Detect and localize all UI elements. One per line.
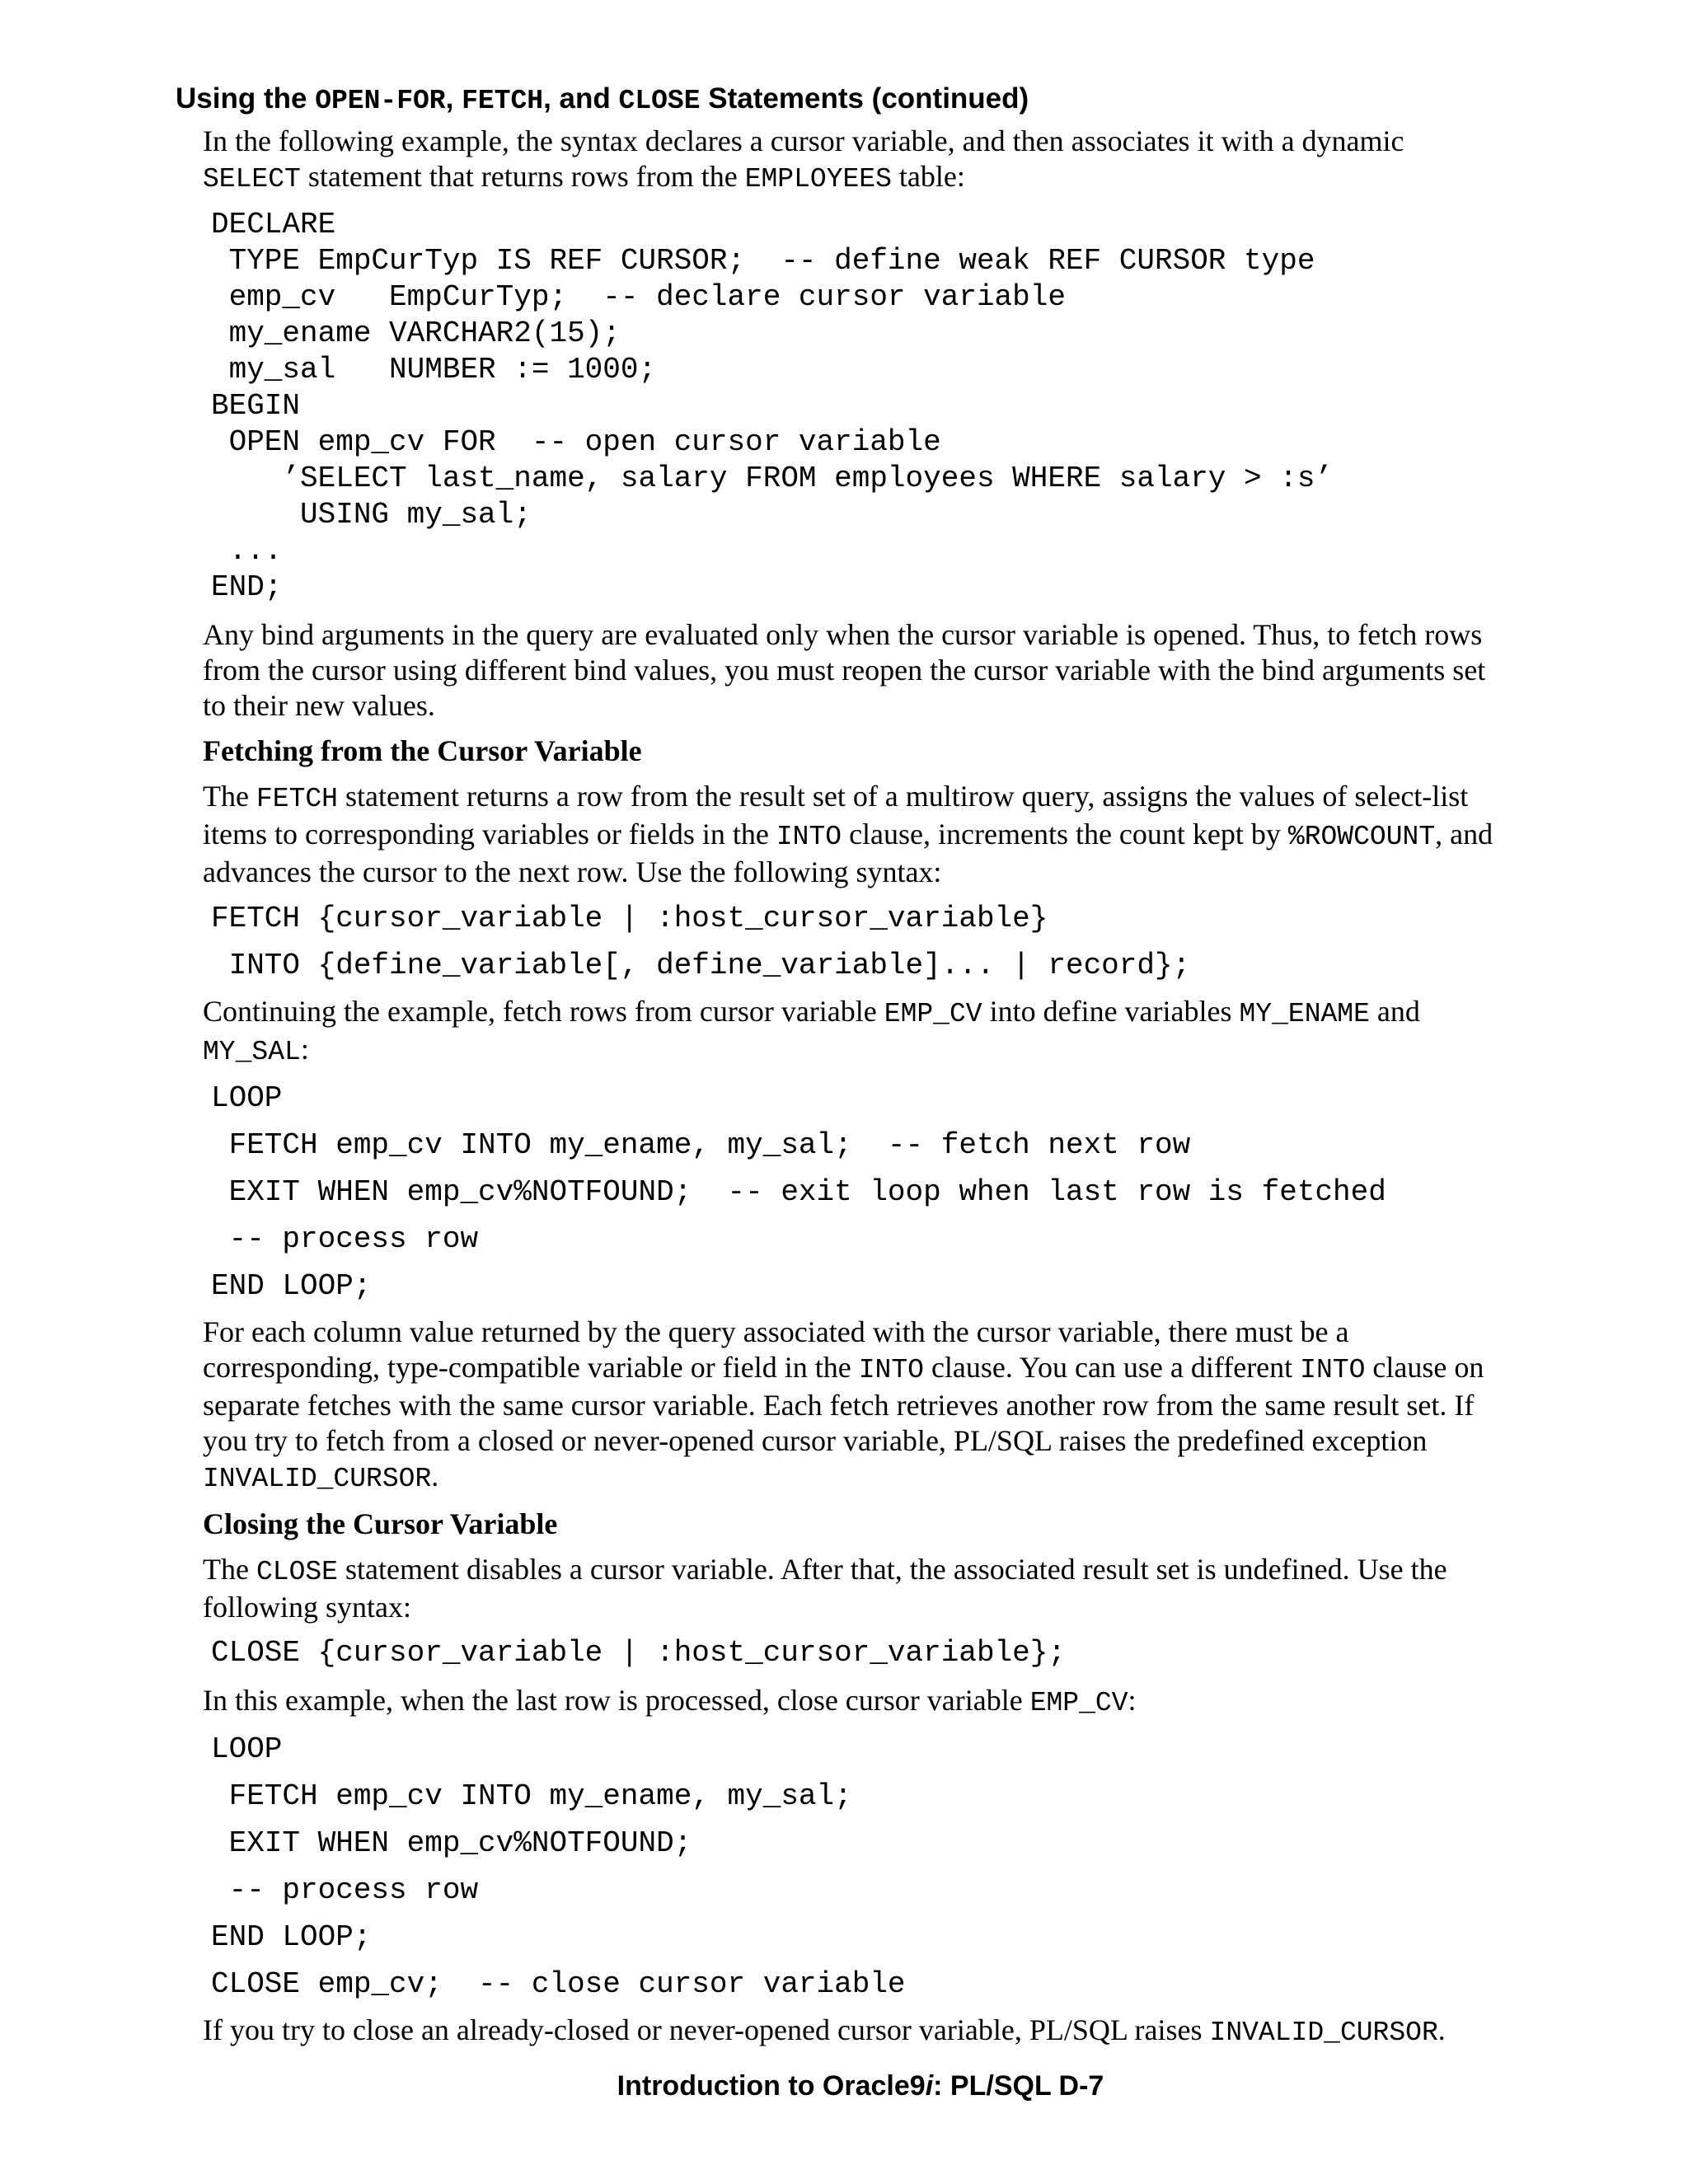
- bind-arguments-paragraph: Any bind arguments in the query are evaluated only when the cursor variable is opened. Thus, to fetch rows from the cursor using different bind values, you must reopen the cursor variable with the bind arguments set to their new values.: [203, 618, 1486, 722]
- fetching-text-2: statement returns a row from the result set of a multirow query, assigns the values of select-list items to corresponding variables or fields in the: [203, 780, 1469, 851]
- column-code-invalid-cursor: INVALID_CURSOR: [203, 1464, 432, 1494]
- fetching-text-3: clause, increments the count kept by: [842, 818, 1288, 851]
- final-text-2: .: [1437, 2013, 1446, 2046]
- intro-code-employees: EMPLOYEES: [744, 164, 892, 194]
- heading-separator-1: ,: [445, 82, 462, 115]
- column-text-1: For each column value returned by the query associated with the cursor variable, there must be a corresponding, type-compatible variable or field in the: [203, 1315, 1349, 1384]
- heading-keyword-fetch: FETCH: [462, 86, 544, 116]
- fetching-paragraph: [203, 779, 1505, 890]
- intro-paragraph: [203, 124, 1505, 197]
- fetching-code-rowcount: %ROWCOUNT: [1287, 822, 1436, 852]
- document-body: [203, 124, 1505, 2060]
- final-text-1: If you try to close an already-closed or never-opened cursor variable, PL/SQL raises: [203, 2013, 1210, 2046]
- close-example-text-2: :: [1128, 1684, 1137, 1717]
- page-footer: [0, 2069, 1688, 2103]
- heading-separator-2: , and: [543, 82, 619, 115]
- intro-text-3: table:: [891, 160, 965, 193]
- heading-prefix: Using the: [176, 82, 316, 115]
- footer-italic-i: i: [925, 2070, 934, 2102]
- continue-text-2: into define variables: [982, 995, 1240, 1028]
- column-code-into-2: INTO: [1300, 1355, 1366, 1385]
- continue-text-4: :: [300, 1033, 309, 1066]
- closing-text-1: The: [203, 1553, 256, 1586]
- intro-text-2: statement that returns rows from the: [300, 160, 745, 193]
- fetching-heading: Fetching from the Cursor Variable: [203, 734, 642, 767]
- fetching-code-fetch: FETCH: [256, 784, 338, 814]
- final-code-invalid-cursor: INVALID_CURSOR: [1209, 2018, 1438, 2048]
- intro-text-1: In the following example, the syntax declares a cursor variable, and then associates it with a dynamic: [203, 124, 1404, 157]
- code-block-fetch-syntax: FETCH {cursor_variable | :host_cursor_variable} INTO {define_variable[, define_variable]... | record};: [211, 902, 1191, 982]
- footer-text-2: : PL/SQL D-7: [933, 2070, 1104, 2102]
- close-example-code-emp-cv: EMP_CV: [1029, 1688, 1128, 1718]
- fetching-text-1: The: [203, 780, 256, 813]
- section-heading: [176, 81, 1029, 120]
- code-block-close-syntax: CLOSE {cursor_variable | :host_cursor_variable};: [211, 1636, 1066, 1670]
- code-block-declare: DECLARE TYPE EmpCurTyp IS REF CURSOR; -- define weak REF CURSOR type emp_cv EmpCurTyp; -- declare cursor variable my_ename VARCHAR2(15); my_sal NUMBER := 1000; BEGIN OPEN emp_cv FOR -- open cursor variable ’SELECT last_name, salary FROM employees WHERE salary > :s’ USING my_sal; ... END;: [211, 208, 1334, 604]
- continue-code-my-sal: MY_SAL: [203, 1037, 301, 1067]
- closing-text-2: statement disables a cursor variable. After that, the associated result set is undefined. Use the following syntax:: [203, 1553, 1447, 1624]
- fetching-text-4: , and advances the cursor to the next row. Use the following syntax:: [203, 818, 1493, 888]
- code-block-loop-fetch: LOOP FETCH emp_cv INTO my_ename, my_sal; -- fetch next row EXIT WHEN emp_cv%NOTFOUND; -- exit loop when last row is fetched -- process row END LOOP;: [211, 1081, 1386, 1303]
- code-block-loop-close: LOOP FETCH emp_cv INTO my_ename, my_sal; EXIT WHEN emp_cv%NOTFOUND; -- process row END LOOP; CLOSE emp_cv; -- close cursor variable: [211, 1732, 906, 2001]
- column-text-3: clause on separate fetches with the same cursor variable. Each fetch retrieves another row from the same result set. If you try to fetch from a closed or never-opened cursor variable, PL/SQL raises the predefined exception: [203, 1351, 1484, 1457]
- continuing-paragraph: [203, 994, 1505, 1070]
- final-paragraph: [203, 2013, 1505, 2050]
- heading-suffix: Statements (continued): [700, 82, 1029, 115]
- continue-text-3: and: [1369, 995, 1420, 1028]
- continue-code-emp-cv: EMP_CV: [884, 999, 982, 1029]
- fetching-code-into: INTO: [776, 822, 842, 852]
- closing-code-close: CLOSE: [256, 1557, 338, 1587]
- closing-paragraph: [203, 1552, 1505, 1625]
- column-code-into-1: INTO: [858, 1355, 924, 1385]
- heading-keyword-close: CLOSE: [618, 86, 701, 116]
- footer-text-1: Introduction to Oracle9: [617, 2070, 926, 2102]
- close-example-paragraph: [203, 1683, 1505, 1721]
- intro-code-select: SELECT: [203, 164, 301, 194]
- close-example-text-1: In this example, when the last row is processed, close cursor variable: [203, 1684, 1030, 1717]
- column-value-paragraph: [203, 1315, 1505, 1497]
- continue-code-my-ename: MY_ENAME: [1239, 999, 1370, 1029]
- heading-keyword-open-for: OPEN-FOR: [315, 86, 446, 116]
- closing-heading: Closing the Cursor Variable: [203, 1507, 558, 1540]
- continue-text-1: Continuing the example, fetch rows from cursor variable: [203, 995, 884, 1028]
- column-text-4: .: [431, 1460, 439, 1493]
- column-text-2: clause. You can use a different: [923, 1351, 1301, 1384]
